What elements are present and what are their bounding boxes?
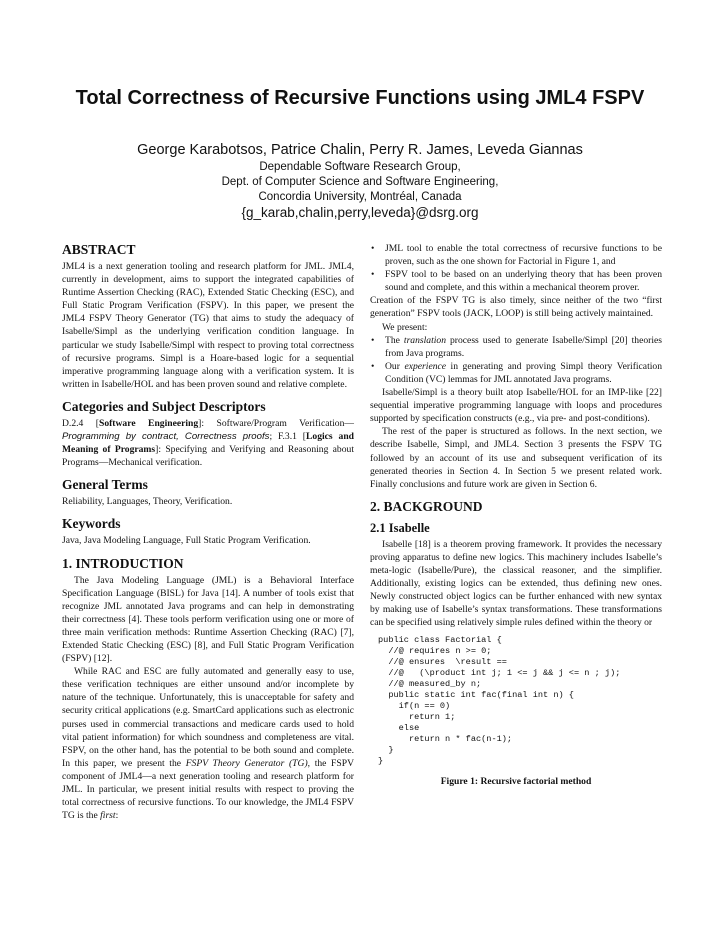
left-column xyxy=(62,242,354,822)
affiliation-line: Dependable Software Research Group, xyxy=(259,161,461,173)
code-line: if(n == 0) xyxy=(378,701,451,712)
list-item xyxy=(370,360,662,386)
list-item-text: in generating and proving Simpl theory Verification Condition (VC) lemmas for JML annotated Java programs. xyxy=(385,360,662,385)
category-name: Software Engineering xyxy=(98,417,199,429)
abstract-heading: ABSTRACT xyxy=(62,242,136,257)
general-terms-heading: General Terms xyxy=(62,477,148,493)
category-desc: ]: Specifying and Verifying and Reasoning about Programs—Mechanical verification. xyxy=(62,444,354,469)
body-paragraph: The rest of the paper is structured as follows. In the next section, we describe Isabelle, Simpl, and JML4. Section 3 presents the FSPV TG followed by an account of its use and subsequent verification of its generated theories in Section 4. In Section 5 we present related work. Finally conclusions and future work are given in Section 6. xyxy=(370,426,662,490)
list-item-text: Our xyxy=(385,360,405,372)
code-line: public static int fac(final int n) { xyxy=(378,690,574,701)
category-desc: ]: Software/Program Verification— xyxy=(198,417,354,429)
factorial-code-listing xyxy=(378,635,662,767)
figure-caption: Figure 1: Recursive factorial method xyxy=(440,776,592,788)
list-item xyxy=(370,242,662,268)
text-run: : xyxy=(115,810,119,822)
text-run: While RAC and ESC are fully automated and generally easy to use, these verification techniques are either unsound and/or incomplete by nature of the technique. Unfortunately, this is unacceptable for safety and security critical applications (e.g. SmartCard applications such as electronic purses used in commercial transactions and medicare cards used to hold vital patient information) for which soundness and completeness are vital. FSPV, on the other hand, has the potential to be both sound and complete. In this paper, we present the xyxy=(62,666,354,769)
introduction-heading: 1. INTRODUCTION xyxy=(62,555,184,571)
categories-heading: Categories and Subject Descriptors xyxy=(62,398,266,414)
keywords-text: Java, Java Modeling Language, Full Static Program Verification. xyxy=(62,535,311,547)
category-name: Logics and Meaning of Programs xyxy=(62,431,354,456)
body-paragraph: We present: xyxy=(382,321,428,333)
bullet-icon: • xyxy=(371,360,375,372)
contribution-list xyxy=(370,242,662,294)
code-line: return 1; xyxy=(378,712,456,723)
isabelle-subheading: 2.1 Isabelle xyxy=(370,520,430,535)
list-item-text: process used to generate Isabelle/Simpl [20] theories from Java programs. xyxy=(385,334,662,359)
presentation-list xyxy=(370,334,662,386)
code-line: //@ requires n >= 0; xyxy=(378,646,492,657)
category-code: ; F.3.1 [ xyxy=(269,431,306,443)
bullet-icon: • xyxy=(371,334,375,346)
code-line: //@ ensures \result == xyxy=(378,657,507,668)
code-line: return n * fac(n-1); xyxy=(378,734,513,745)
list-item xyxy=(370,268,662,294)
category-code: D.2.4 [ xyxy=(62,417,99,429)
author-email: {g_karab,chalin,perry,leveda}@dsrg.org xyxy=(241,205,479,220)
body-paragraph: Creation of the FSPV TG is also timely, since neither of the two “first generation” FSPV tools (JACK, LOOP) is still being actively maintained. xyxy=(370,295,662,320)
right-column xyxy=(370,242,662,789)
code-line: public class Factorial { xyxy=(378,635,502,646)
code-line: //@ (\product int j; 1 <= j && j <= n ; j); xyxy=(378,668,621,679)
affiliation xyxy=(40,160,680,205)
background-heading: 2. BACKGROUND xyxy=(370,498,483,514)
body-paragraph: Isabelle/Simpl is a theory built atop Isabelle/HOL for an IMP-like [22] sequential imperative programming language with loops and procedures supported by specification constructs (e.g., via pre- and post-conditions). xyxy=(370,387,662,425)
introduction-paragraph xyxy=(62,665,354,822)
list-item xyxy=(370,334,662,360)
author-list: George Karabotsos, Patrice Chalin, Perry R. James, Leveda Giannas xyxy=(137,142,583,158)
affiliation-line: Dept. of Computer Science and Software Engineering, xyxy=(221,176,499,188)
body-paragraph: Isabelle [18] is a theorem proving framework. It provides the necessary proving apparatus to define new logics. This machinery includes Isabelle’s meta-logic (Isabelle/Pure), the classical reasoner, and the simplifier. Additionally, existing logics can be extended, thus defining new ones. Newly constructed object logics can be further enhanced with new syntax by making use of Isabelle’s syntax transformations. These transformations can be specified using relatively simple rules defined within the theory or xyxy=(370,538,662,629)
list-item-text: FSPV tool to be based on an underlying theory that has been proven sound and complete, and this within a mechanical theorem prover. xyxy=(385,269,662,294)
code-line: else xyxy=(378,723,420,734)
keywords-heading: Keywords xyxy=(62,516,121,532)
emphasis: FSPV Theory Generator (TG) xyxy=(185,757,308,769)
code-line: } xyxy=(378,745,394,756)
category-subject: Programming by contract, Correctness proofs xyxy=(62,431,270,443)
introduction-paragraph: The Java Modeling Language (JML) is a Behavioral Interface Specification Language (BISL) for Java [14]. A number of tools exist that recognize JML annotated Java programs and can help in demonstrating their correctness [4]. These tools perform verification using one or more of three main verification methods: Runtime Assertion Checking (RAC) [7], Extended Static Checking (ESC) [8], and Full Static Program Verification (FSPV) [12]. xyxy=(62,574,354,665)
bullet-icon: • xyxy=(371,269,375,281)
abstract-text: JML4 is a next generation tooling and research platform for JML. JML4, currently in development, aims to support the integrated capabilities of Runtime Assertion Checking (RAC), Extended Static Checking (ESC), and Full Static Program Verification (FSPV). In this paper, we present the JML4 FSPV Theory Generator (TG) that aims to study the adequacy of Isabelle/Simpl as the underlying verification condition language. In particular we study Isabelle/Simpl with respect to proving total correctness of recursive programs. Simpl is a Hoare-based logic for a sequential imperative programming language along with a verification system. It is written in Isabelle/HOL and has been proven sound and relative complete. xyxy=(62,261,354,390)
emphasis: first xyxy=(100,810,116,822)
affiliation-line: Concordia University, Montréal, Canada xyxy=(258,191,462,203)
categories-text xyxy=(62,417,354,469)
emphasis: experience xyxy=(404,360,447,372)
list-item-text: JML tool to enable the total correctness of recursive functions to be proven, such as the one shown for Factorial in Figure 1, and xyxy=(385,243,662,268)
paper-title: Total Correctness of Recursive Functions using JML4 FSPV xyxy=(75,87,645,109)
general-terms-text: Reliability, Languages, Theory, Verification. xyxy=(62,496,233,508)
emphasis: translation xyxy=(403,334,447,346)
bullet-icon: • xyxy=(371,243,375,254)
code-line: } xyxy=(378,756,384,767)
code-line: //@ measured_by n; xyxy=(378,679,482,690)
text-run: , the FSPV component of JML4—a next generation tooling and research platform for JML. In particular, we present initial results with respect to proving the total correctness of recursive functions. To our knowledge, the JML4 FSPV TG is the xyxy=(62,757,354,822)
list-item-text: The xyxy=(385,334,404,346)
